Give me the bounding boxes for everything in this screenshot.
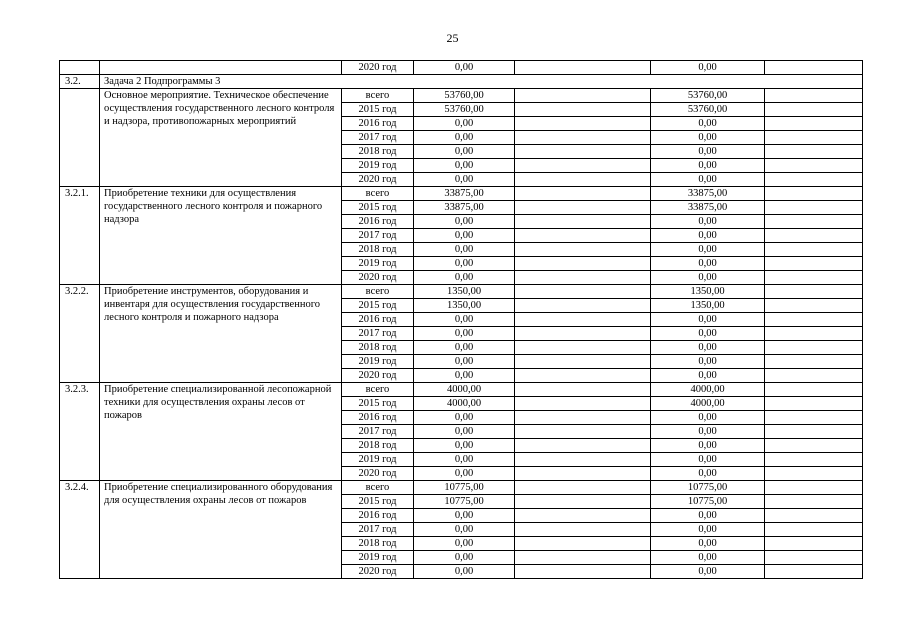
total-value: 1350,00: [414, 299, 515, 313]
empty-cell: [515, 103, 651, 117]
total-value: 0,00: [414, 439, 515, 453]
empty-cell: [765, 117, 863, 131]
year-label: 2020 год: [342, 271, 414, 285]
total-value: 0,00: [414, 453, 515, 467]
empty-cell: [765, 271, 863, 285]
empty-cell: [515, 425, 651, 439]
year-label: 2019 год: [342, 453, 414, 467]
column-6-value: 0,00: [651, 117, 765, 131]
column-6-value: 10775,00: [651, 481, 765, 495]
empty-cell: [515, 453, 651, 467]
column-6-value: 0,00: [651, 229, 765, 243]
total-value: 0,00: [414, 61, 515, 75]
total-value: 0,00: [414, 173, 515, 187]
year-label: 2017 год: [342, 229, 414, 243]
empty-cell: [765, 369, 863, 383]
total-value: 10775,00: [414, 495, 515, 509]
column-6-value: 33875,00: [651, 187, 765, 201]
year-label: всего: [342, 481, 414, 495]
empty-cell: [765, 551, 863, 565]
year-label: 2019 год: [342, 551, 414, 565]
column-6-value: 53760,00: [651, 89, 765, 103]
year-label: 2018 год: [342, 537, 414, 551]
empty-cell: [765, 243, 863, 257]
year-label: 2017 год: [342, 327, 414, 341]
empty-cell: [515, 117, 651, 131]
total-value: 4000,00: [414, 397, 515, 411]
column-6-value: 0,00: [651, 355, 765, 369]
column-6-value: 0,00: [651, 271, 765, 285]
column-6-value: 0,00: [651, 257, 765, 271]
empty-cell: [765, 131, 863, 145]
year-label: 2016 год: [342, 215, 414, 229]
empty-cell: [765, 327, 863, 341]
empty-cell: [515, 369, 651, 383]
empty-cell: [515, 131, 651, 145]
column-6-value: 0,00: [651, 145, 765, 159]
empty-cell: [765, 257, 863, 271]
year-label: 2017 год: [342, 425, 414, 439]
year-label: 2016 год: [342, 509, 414, 523]
empty-cell: [765, 439, 863, 453]
column-6-value: 0,00: [651, 159, 765, 173]
task-number: 3.2.: [60, 75, 100, 89]
empty-cell: [515, 523, 651, 537]
empty-cell: [515, 271, 651, 285]
year-label: всего: [342, 383, 414, 397]
column-6-value: 0,00: [651, 61, 765, 75]
empty-cell: [515, 355, 651, 369]
total-value: 0,00: [414, 341, 515, 355]
empty-cell: [515, 61, 651, 75]
empty-cell: [515, 397, 651, 411]
column-6-value: 0,00: [651, 537, 765, 551]
year-label: 2020 год: [342, 61, 414, 75]
year-label: 2019 год: [342, 355, 414, 369]
column-6-value: 0,00: [651, 411, 765, 425]
column-6-value: 1350,00: [651, 285, 765, 299]
empty-cell: [515, 145, 651, 159]
empty-cell: [515, 229, 651, 243]
total-value: 0,00: [414, 467, 515, 481]
year-label: 2019 год: [342, 159, 414, 173]
total-value: 0,00: [414, 327, 515, 341]
total-value: 53760,00: [414, 103, 515, 117]
year-label: 2018 год: [342, 145, 414, 159]
table-row: [60, 187, 863, 201]
year-label: 2018 год: [342, 439, 414, 453]
year-label: 2015 год: [342, 103, 414, 117]
empty-cell: [515, 481, 651, 495]
total-value: 0,00: [414, 159, 515, 173]
total-value: 0,00: [414, 145, 515, 159]
total-value: 0,00: [414, 355, 515, 369]
empty-cell: [765, 173, 863, 187]
total-value: 0,00: [414, 243, 515, 257]
empty-cell: [515, 467, 651, 481]
year-label: 2018 год: [342, 341, 414, 355]
total-value: 0,00: [414, 551, 515, 565]
total-value: 0,00: [414, 523, 515, 537]
empty-cell: [765, 313, 863, 327]
column-6-value: 0,00: [651, 425, 765, 439]
year-label: всего: [342, 187, 414, 201]
table-row: [60, 285, 863, 299]
empty-cell: [515, 89, 651, 103]
empty-cell: [515, 173, 651, 187]
year-label: 2015 год: [342, 299, 414, 313]
empty-cell: [515, 327, 651, 341]
year-label: всего: [342, 285, 414, 299]
empty-cell: [765, 453, 863, 467]
empty-cell: [765, 299, 863, 313]
column-6-value: 0,00: [651, 453, 765, 467]
column-6-value: 0,00: [651, 173, 765, 187]
empty-cell: [515, 341, 651, 355]
table-row: [60, 61, 863, 75]
total-value: 0,00: [414, 411, 515, 425]
empty-cell: [765, 537, 863, 551]
year-label: 2016 год: [342, 313, 414, 327]
program-table: [59, 60, 863, 579]
column-6-value: 33875,00: [651, 201, 765, 215]
item-number: [60, 89, 100, 187]
empty-cell: [765, 285, 863, 299]
year-label: 2017 год: [342, 523, 414, 537]
item-number: 3.2.1.: [60, 187, 100, 285]
total-value: 1350,00: [414, 285, 515, 299]
empty-cell: [765, 61, 863, 75]
empty-cell: [515, 313, 651, 327]
total-value: 53760,00: [414, 89, 515, 103]
item-description: Приобретение инструментов, оборудования и инвентаря для осуществления государственного лесного контроля и пожарного надзора: [100, 285, 342, 383]
item-number: 3.2.4.: [60, 481, 100, 579]
row-description: [100, 61, 342, 75]
item-description: Основное мероприятие. Техническое обеспечение осуществления государственного лесного контроля и надзора, противопожарных мероприятий: [100, 89, 342, 187]
empty-cell: [765, 411, 863, 425]
empty-cell: [515, 551, 651, 565]
empty-cell: [765, 215, 863, 229]
item-number: 3.2.3.: [60, 383, 100, 481]
total-value: 0,00: [414, 565, 515, 579]
column-6-value: 0,00: [651, 341, 765, 355]
empty-cell: [515, 299, 651, 313]
column-6-value: 0,00: [651, 369, 765, 383]
page-number: 25: [446, 31, 459, 45]
empty-cell: [515, 439, 651, 453]
total-value: 0,00: [414, 425, 515, 439]
empty-cell: [515, 159, 651, 173]
empty-cell: [765, 397, 863, 411]
column-6-value: 0,00: [651, 551, 765, 565]
total-value: 0,00: [414, 369, 515, 383]
column-6-value: 53760,00: [651, 103, 765, 117]
item-description: Приобретение специализированной лесопожарной техники для осуществления охраны лесов от пожаров: [100, 383, 342, 481]
empty-cell: [765, 159, 863, 173]
year-label: 2015 год: [342, 495, 414, 509]
year-label: 2019 год: [342, 257, 414, 271]
column-6-value: 0,00: [651, 215, 765, 229]
empty-cell: [515, 495, 651, 509]
column-6-value: 1350,00: [651, 299, 765, 313]
total-value: 0,00: [414, 271, 515, 285]
task-title: Задача 2 Подпрограммы 3: [100, 75, 863, 89]
year-label: 2018 год: [342, 243, 414, 257]
table-row: [60, 481, 863, 495]
empty-cell: [765, 201, 863, 215]
column-6-value: 4000,00: [651, 397, 765, 411]
total-value: 4000,00: [414, 383, 515, 397]
total-value: 0,00: [414, 229, 515, 243]
table-row: [60, 89, 863, 103]
empty-cell: [515, 243, 651, 257]
empty-cell: [765, 187, 863, 201]
empty-cell: [765, 509, 863, 523]
task-row: [60, 75, 863, 89]
empty-cell: [515, 285, 651, 299]
empty-cell: [765, 355, 863, 369]
empty-cell: [515, 201, 651, 215]
empty-cell: [515, 257, 651, 271]
year-label: 2016 год: [342, 411, 414, 425]
empty-cell: [515, 383, 651, 397]
item-description: Приобретение техники для осуществления государственного лесного контроля и пожарного надзора: [100, 187, 342, 285]
empty-cell: [765, 145, 863, 159]
empty-cell: [765, 229, 863, 243]
total-value: 0,00: [414, 509, 515, 523]
column-6-value: 0,00: [651, 523, 765, 537]
year-label: 2020 год: [342, 369, 414, 383]
year-label: 2015 год: [342, 397, 414, 411]
column-6-value: 0,00: [651, 509, 765, 523]
empty-cell: [515, 411, 651, 425]
empty-cell: [765, 89, 863, 103]
year-label: 2020 год: [342, 565, 414, 579]
year-label: 2016 год: [342, 117, 414, 131]
empty-cell: [765, 565, 863, 579]
empty-cell: [765, 467, 863, 481]
total-value: 0,00: [414, 257, 515, 271]
empty-cell: [765, 481, 863, 495]
total-value: 0,00: [414, 537, 515, 551]
year-label: 2020 год: [342, 467, 414, 481]
row-number: [60, 61, 100, 75]
item-description: Приобретение специализированного оборудования для осуществления охраны лесов от пожаров: [100, 481, 342, 579]
empty-cell: [515, 509, 651, 523]
year-label: 2015 год: [342, 201, 414, 215]
column-6-value: 0,00: [651, 467, 765, 481]
empty-cell: [765, 383, 863, 397]
column-6-value: 0,00: [651, 243, 765, 257]
column-6-value: 0,00: [651, 565, 765, 579]
table-row: [60, 383, 863, 397]
total-value: 10775,00: [414, 481, 515, 495]
total-value: 0,00: [414, 313, 515, 327]
empty-cell: [515, 565, 651, 579]
column-6-value: 0,00: [651, 327, 765, 341]
empty-cell: [765, 341, 863, 355]
total-value: 0,00: [414, 215, 515, 229]
empty-cell: [765, 495, 863, 509]
total-value: 0,00: [414, 117, 515, 131]
total-value: 0,00: [414, 131, 515, 145]
column-6-value: 0,00: [651, 439, 765, 453]
column-6-value: 10775,00: [651, 495, 765, 509]
empty-cell: [765, 425, 863, 439]
total-value: 33875,00: [414, 187, 515, 201]
column-6-value: 4000,00: [651, 383, 765, 397]
year-label: всего: [342, 89, 414, 103]
year-label: 2017 год: [342, 131, 414, 145]
empty-cell: [515, 537, 651, 551]
year-label: 2020 год: [342, 173, 414, 187]
column-6-value: 0,00: [651, 313, 765, 327]
column-6-value: 0,00: [651, 131, 765, 145]
item-number: 3.2.2.: [60, 285, 100, 383]
empty-cell: [765, 103, 863, 117]
empty-cell: [765, 523, 863, 537]
empty-cell: [515, 187, 651, 201]
empty-cell: [515, 215, 651, 229]
total-value: 33875,00: [414, 201, 515, 215]
